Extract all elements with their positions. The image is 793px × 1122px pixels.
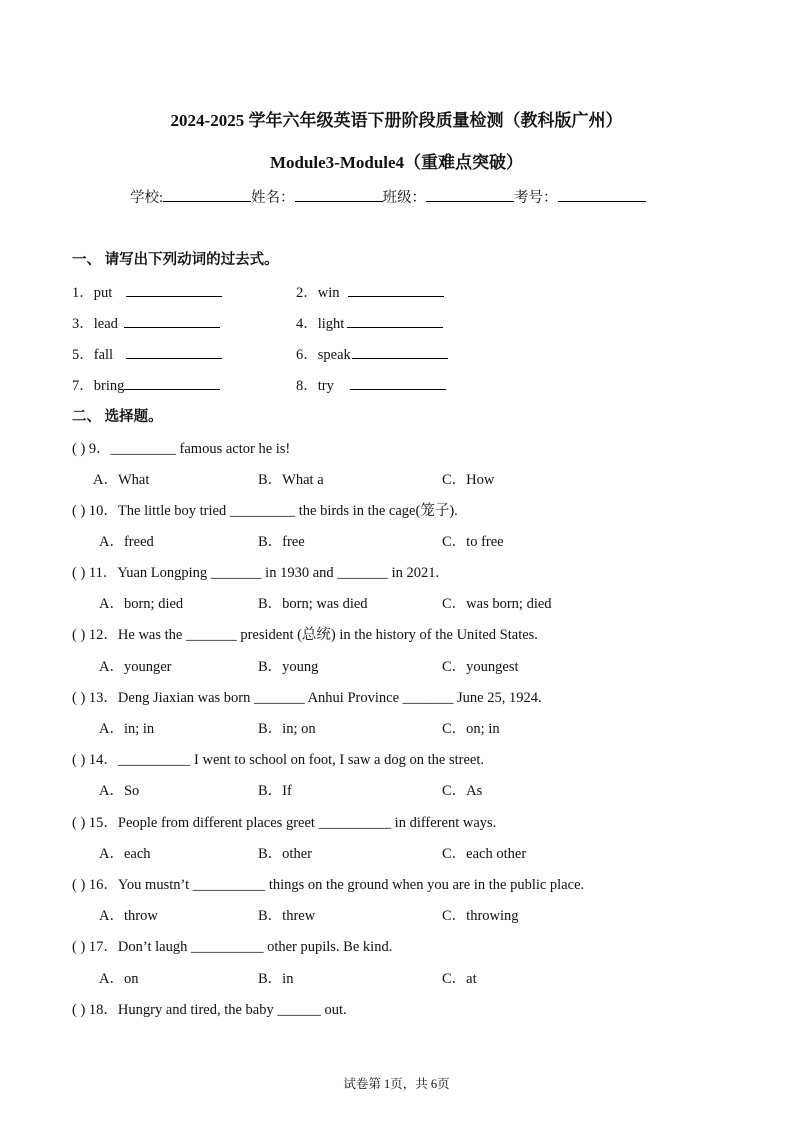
verb-item: 4．light — [296, 312, 443, 333]
option-a[interactable]: A．What — [93, 472, 150, 488]
verb-item: 3．lead — [72, 312, 220, 333]
answer-blank[interactable] — [350, 376, 446, 390]
class-label: 班级： — [382, 190, 427, 206]
exam-no-field[interactable] — [558, 187, 646, 202]
class-field[interactable] — [426, 187, 514, 202]
option-a[interactable]: A．younger — [99, 659, 172, 675]
option-c[interactable]: C．each other — [442, 846, 527, 862]
page-subtitle: Module3-Module4（重难点突破） — [269, 153, 524, 172]
page-footer: 试卷第 1页，共 6页 — [343, 1077, 450, 1091]
option-c[interactable]: C．on; in — [442, 721, 500, 737]
verb-item: 6．speak — [296, 343, 448, 364]
option-c[interactable]: C．was born; died — [442, 596, 552, 612]
verb-item: 5．fall — [72, 343, 222, 364]
exam-no-label: 考号： — [514, 190, 558, 206]
question-stem: ( ) 9．_________ famous actor he is! — [72, 441, 291, 457]
question-stem: ( ) 10．The little boy tried _________ the birds in the cage(笼子). — [72, 503, 458, 519]
answer-blank[interactable] — [126, 345, 222, 359]
option-b[interactable]: B．What a — [258, 472, 324, 488]
verb-item: 2．win — [296, 281, 444, 302]
option-b[interactable]: B．born; was died — [258, 596, 368, 612]
option-c[interactable]: C．to free — [442, 534, 504, 550]
option-c[interactable]: C．youngest — [442, 659, 519, 675]
option-c[interactable]: C．throwing — [442, 908, 519, 924]
option-a[interactable]: A．born; died — [99, 596, 184, 612]
question-stem: ( ) 13．Deng Jiaxian was born _______ Anhui Province _______ June 25, 1924. — [72, 690, 542, 706]
question-stem: ( ) 11．Yuan Longping _______ in 1930 and _______ in 2021. — [72, 565, 440, 581]
answer-blank[interactable] — [352, 345, 448, 359]
answer-blank[interactable] — [347, 314, 443, 328]
option-b[interactable]: B．If — [258, 783, 292, 799]
question-stem: ( ) 17．Don’t laugh __________ other pupils. Be kind. — [72, 939, 393, 955]
option-b[interactable]: B．young — [258, 659, 319, 675]
verb-item: 8．try — [296, 374, 446, 395]
school-field[interactable] — [163, 187, 251, 202]
option-a[interactable]: A．So — [99, 783, 140, 799]
page-title: 2024-2025 学年六年级英语下册阶段质量检测（教科版广州） — [170, 111, 623, 130]
option-a[interactable]: A．on — [99, 971, 139, 987]
option-c[interactable]: C．How — [442, 472, 495, 488]
question-stem: ( ) 18．Hungry and tired, the baby ______ out. — [72, 1002, 347, 1018]
section2-heading: 二、 选择题。 — [72, 409, 163, 425]
option-c[interactable]: C．As — [442, 783, 483, 799]
question-stem: ( ) 12．He was the _______ president (总统) in the history of the United States. — [72, 627, 538, 643]
question-stem: ( ) 15．People from different places greet __________ in different ways. — [72, 815, 497, 831]
student-info-line — [130, 186, 646, 207]
answer-blank[interactable] — [124, 314, 220, 328]
verb-item: 1．put — [72, 281, 222, 302]
option-a[interactable]: A．each — [99, 846, 151, 862]
option-b[interactable]: B．in; on — [258, 721, 316, 737]
option-b[interactable]: B．free — [258, 534, 305, 550]
option-a[interactable]: A．freed — [99, 534, 154, 550]
answer-blank[interactable] — [348, 283, 444, 297]
name-field[interactable] — [295, 187, 383, 202]
answer-blank[interactable] — [124, 376, 220, 390]
verb-item: 7．bring — [72, 374, 220, 395]
option-c[interactable]: C．at — [442, 971, 477, 987]
name-label: 姓名： — [251, 190, 295, 206]
question-stem: ( ) 14．__________ I went to school on foot, I saw a dog on the street. — [72, 752, 484, 768]
answer-blank[interactable] — [126, 283, 222, 297]
school-label: 学校: — [130, 190, 164, 206]
section1-heading: 一、 请写出下列动词的过去式。 — [72, 252, 279, 268]
option-b[interactable]: B．in — [258, 971, 294, 987]
option-a[interactable]: A．in; in — [99, 721, 155, 737]
option-b[interactable]: B．threw — [258, 908, 316, 924]
option-a[interactable]: A．throw — [99, 908, 158, 924]
question-stem: ( ) 16．You mustn’t __________ things on the ground when you are in the public place. — [72, 877, 585, 893]
option-b[interactable]: B．other — [258, 846, 312, 862]
